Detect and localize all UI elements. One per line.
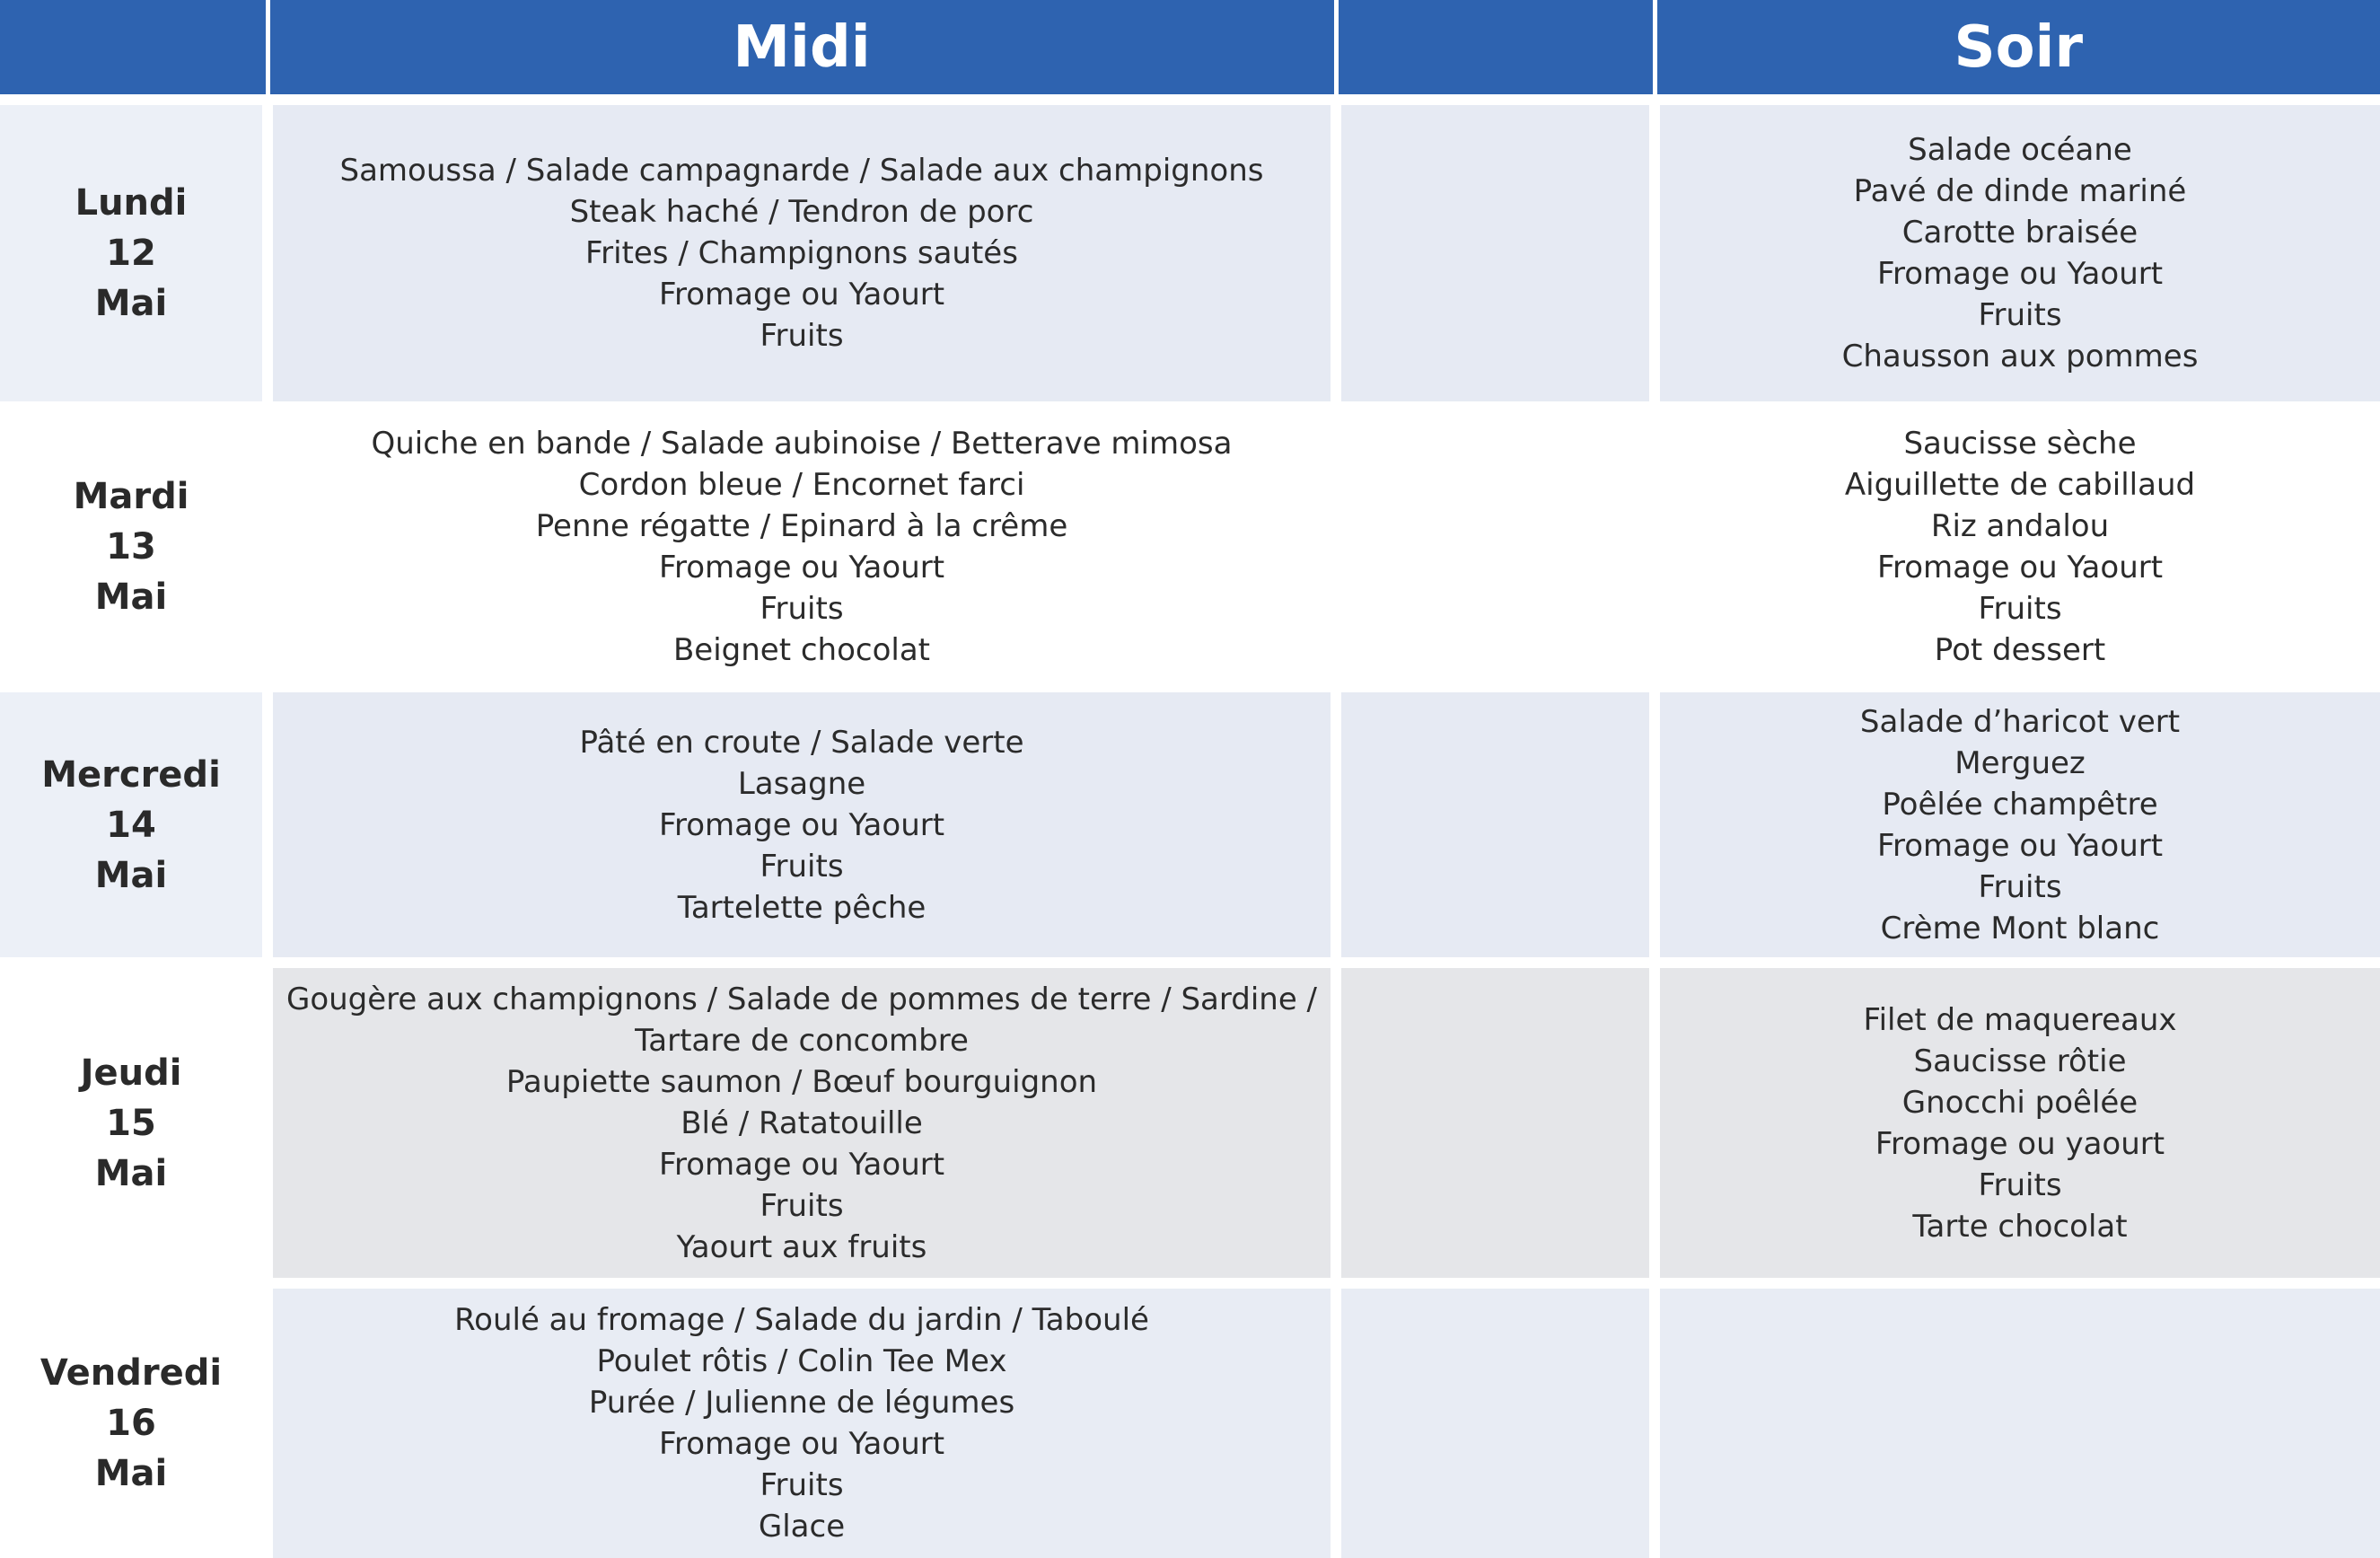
row-separator (0, 957, 2380, 968)
menu-line: Fromage ou Yaourt (658, 550, 945, 585)
menu-line: Samoussa / Salade campagnarde / Salade aux champignons (339, 153, 1264, 189)
day-date: 13 (106, 526, 156, 568)
spacer-cell (1336, 105, 1655, 401)
menu-line: Poêlée champêtre (1882, 786, 2158, 823)
day-date: 12 (106, 233, 156, 274)
menu-line: Fromage ou Yaourt (658, 806, 945, 843)
soir-menu-cell (1655, 412, 2380, 682)
day-name: Vendredi (40, 1352, 223, 1394)
menu-line: Fruits (1978, 297, 2062, 333)
day-month: Mai (94, 854, 168, 896)
spacer-cell (1336, 968, 1655, 1278)
header-spacer (1336, 0, 1655, 94)
spacer-cell (1336, 412, 1655, 682)
day-row-jeudi (0, 968, 2380, 1278)
day-row-vendredi (0, 1289, 2380, 1558)
menu-line: Gnocchi poêlée (1901, 1084, 2138, 1121)
day-name: Mercredi (41, 753, 221, 796)
midi-menu-cell (268, 1289, 1336, 1558)
menu-line: Carotte braisée (1901, 215, 2138, 251)
midi-menu-cell (268, 968, 1336, 1278)
menu-line: Purée / Julienne de légumes (588, 1385, 1015, 1421)
menu-line: Fromage ou Yaourt (1876, 827, 2164, 864)
row-separator (0, 94, 2380, 105)
day-cell (0, 1289, 268, 1558)
menu-line: Pâté en croute / Salade verte (579, 724, 1024, 761)
menu-line: Filet de maquereaux (1863, 1001, 2177, 1038)
menu-line: Saucisse rôtie (1913, 1043, 2127, 1079)
menu-line: Tartare de concombre (635, 1022, 969, 1059)
header-midi: Midi (268, 0, 1336, 94)
menu-line: Fromage ou Yaourt (658, 1146, 945, 1183)
menu-line: Poulet rôtis / Colin Tee Mex (596, 1343, 1007, 1379)
day-row-lundi (0, 105, 2380, 401)
menu-line: Saucisse sèche (1903, 426, 2137, 462)
menu-line: Blé / Ratatouille (681, 1105, 923, 1141)
day-cell (0, 968, 268, 1278)
menu-line: Fruits (760, 1467, 844, 1503)
soir-menu-cell (1655, 1289, 2380, 1558)
spacer-cell (1336, 692, 1655, 957)
menu-line: Penne régatte / Epinard à la crême (535, 508, 1068, 544)
menu-line: Salade océane (1908, 132, 2132, 168)
menu-line: Gougère aux champignons / Salade de pommes de terre / Sardine / (285, 981, 1318, 1017)
day-date: 15 (106, 1102, 156, 1144)
menu-line: Fromage ou Yaourt (658, 1426, 945, 1462)
day-month: Mai (94, 1152, 168, 1194)
day-month: Mai (94, 283, 168, 324)
menu-line: Merguez (1954, 744, 2086, 781)
spacer-cell (1336, 1289, 1655, 1558)
day-month: Mai (94, 577, 168, 618)
day-name: Mardi (73, 476, 189, 517)
menu-line: Fromage ou yaourt (1875, 1125, 2165, 1162)
row-separator (0, 682, 2380, 692)
menu-line: Tartelette pêche (677, 889, 927, 926)
midi-menu-cell (268, 412, 1336, 682)
menu-line: Pavé de dinde mariné (1853, 173, 2187, 209)
midi-menu-cell (268, 105, 1336, 401)
menu-line: Fruits (1978, 868, 2062, 905)
day-row-mercredi (0, 692, 2380, 957)
day-name: Jeudi (80, 1052, 182, 1094)
menu-line: Paupiette saumon / Bœuf bourguignon (505, 1063, 1098, 1100)
menu-line: Tarte chocolat (1912, 1208, 2128, 1245)
menu-line: Fruits (1978, 591, 2062, 627)
soir-menu-cell (1655, 692, 2380, 957)
menu-line: Frites / Champignons sautés (585, 235, 1018, 271)
day-cell (0, 105, 268, 401)
row-separator (0, 1278, 2380, 1289)
menu-line: Aiguillette de cabillaud (1844, 467, 2196, 503)
header-row (0, 0, 2380, 94)
row-separator (0, 401, 2380, 412)
menu-line: Glace (758, 1509, 846, 1545)
day-date: 14 (106, 804, 156, 846)
menu-line: Yaourt aux fruits (676, 1228, 927, 1265)
menu-line: Steak haché / Tendron de porc (569, 194, 1034, 230)
menu-line: Cordon bleue / Encornet farci (578, 467, 1025, 503)
menu-line: Quiche en bande / Salade aubinoise / Betterave mimosa (371, 426, 1233, 462)
menu-line: Lasagne (737, 765, 866, 802)
menu-line: Fruits (760, 1187, 844, 1224)
soir-menu-cell (1655, 968, 2380, 1278)
menu-line: Chausson aux pommes (1841, 339, 2199, 374)
midi-menu-cell (268, 692, 1336, 957)
menu-line: Fruits (760, 848, 844, 885)
menu-line: Crème Mont blanc (1880, 910, 2160, 946)
soir-menu-cell (1655, 105, 2380, 401)
menu-line: Fruits (760, 591, 844, 627)
menu-line: Salade d’haricot vert (1859, 703, 2181, 740)
header-day (0, 0, 268, 94)
menu-line: Fromage ou Yaourt (1876, 550, 2164, 585)
menu-line: Fromage ou Yaourt (658, 277, 945, 312)
menu-line: Beignet chocolat (672, 632, 931, 668)
day-month: Mai (94, 1453, 168, 1494)
menu-line: Pot dessert (1934, 632, 2106, 668)
menu-line: Roulé au fromage / Salade du jardin / Taboulé (454, 1302, 1149, 1338)
day-cell (0, 412, 268, 682)
day-cell (0, 692, 268, 957)
header-soir: Soir (1655, 0, 2380, 94)
day-date: 16 (106, 1403, 156, 1444)
menu-line: Riz andalou (1930, 508, 2110, 544)
day-row-mardi (0, 412, 2380, 682)
menu-line: Fromage ou Yaourt (1876, 256, 2164, 292)
day-name: Lundi (75, 182, 188, 224)
menu-line: Fruits (760, 318, 844, 354)
menu-line: Fruits (1978, 1166, 2062, 1203)
